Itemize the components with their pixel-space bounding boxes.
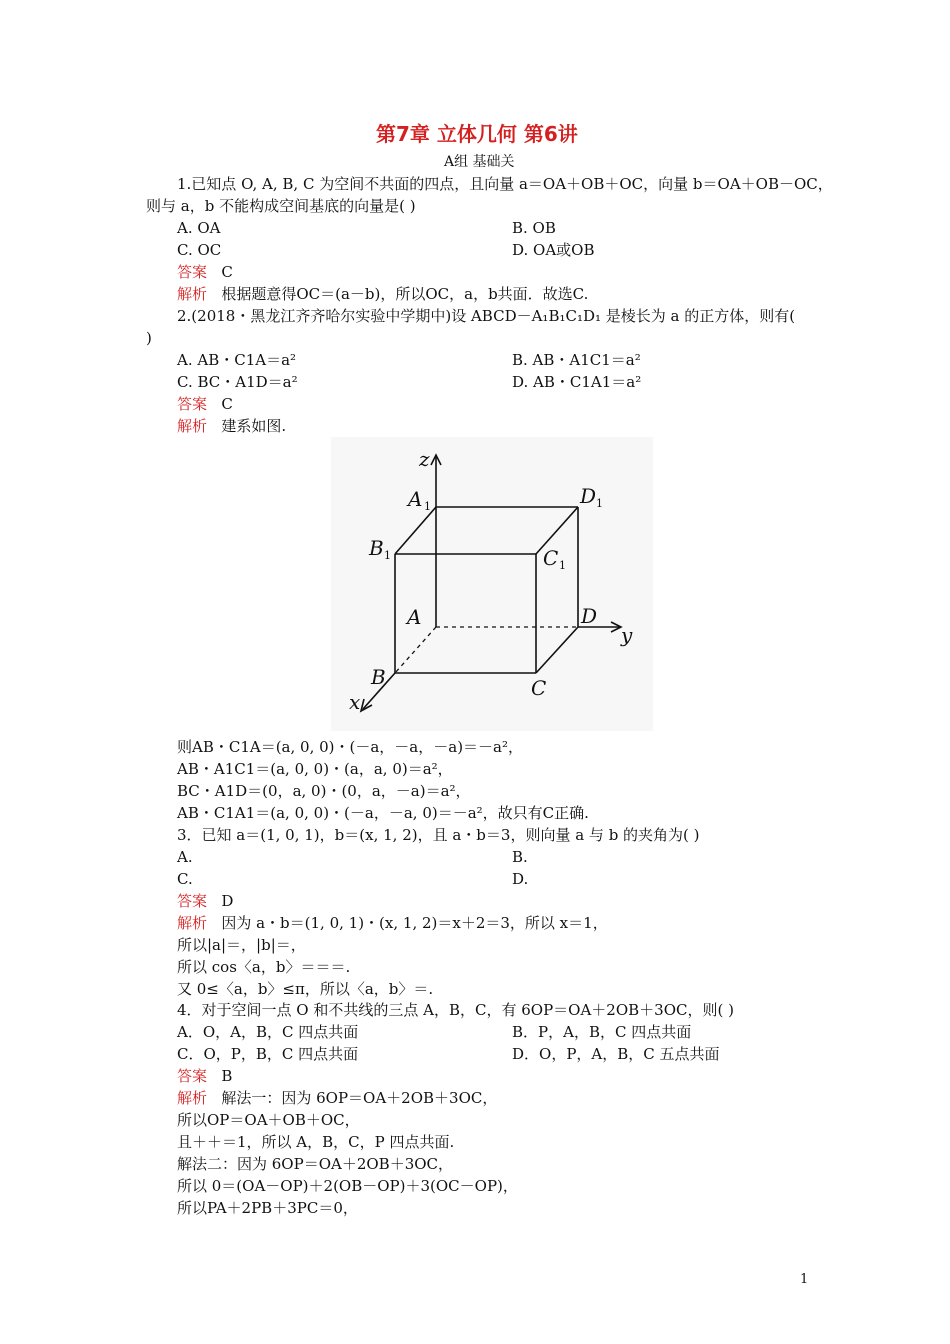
q1-option-d: D. OA或OB xyxy=(512,241,595,259)
q2-stem-line1: 2.(2018・黑龙江齐齐哈尔实验中学期中)设 ABCD－A₁B₁C₁D₁ 是棱长为 a 的正方体，则有( xyxy=(177,307,796,325)
edge-d-c xyxy=(536,627,578,673)
explanation-label: 解析 xyxy=(177,417,208,435)
q2-calc-line3: BC・A1D＝(0，a, 0)・(0，a，－a)＝a²， xyxy=(177,782,471,800)
label-a: A xyxy=(407,605,422,629)
label-d: D xyxy=(581,604,598,628)
q4-exp-line2: 所以OP＝OA＋OB＋OC， xyxy=(177,1111,360,1129)
answer-value: D xyxy=(221,892,234,910)
label-d1-sub: 1 xyxy=(596,497,603,510)
q2-calc-line2: AB・A1C1＝(a, 0, 0)・(a，a, 0)＝a²， xyxy=(177,760,453,778)
explanation-label: 解析 xyxy=(177,285,208,303)
q1-option-b: B. OB xyxy=(512,219,556,237)
label-a1: A xyxy=(408,487,423,511)
explanation-text: 解法一：因为 6OP＝OA＋2OB＋3OC， xyxy=(221,1089,498,1107)
q2-answer xyxy=(177,394,233,414)
q4-option-c: C．O，P，B，C 四点共面 xyxy=(177,1045,359,1063)
answer-value: B xyxy=(221,1067,233,1085)
q4-option-a: A．O，A，B，C 四点共面 xyxy=(177,1023,359,1041)
answer-label: 答案 xyxy=(177,395,208,413)
group-heading: A组 基础关 xyxy=(444,154,515,170)
q1-answer xyxy=(177,262,233,282)
q3-exp-line2: 所以|a|＝，|b|＝， xyxy=(177,936,306,954)
q4-exp-line3: 且＋＋＝1，所以 A，B，C，P 四点共面. xyxy=(177,1133,455,1151)
explanation-label: 解析 xyxy=(177,914,208,932)
q3-option-a: A. xyxy=(177,848,193,866)
q4-explanation xyxy=(177,1088,497,1108)
q4-option-b: B．P，A，B，C 四点共面 xyxy=(512,1023,692,1041)
explanation-text: 建系如图. xyxy=(221,417,287,435)
q4-option-d: D．O，P，A，B，C 五点共面 xyxy=(512,1045,720,1063)
label-c1-sub: 1 xyxy=(559,559,566,572)
q4-exp-line4: 解法二：因为 6OP＝OA＋2OB＋3OC， xyxy=(177,1155,454,1173)
answer-label: 答案 xyxy=(177,892,208,910)
label-b1: B xyxy=(369,536,384,560)
label-z: z xyxy=(419,447,430,471)
label-b1-sub: 1 xyxy=(384,549,391,562)
q3-option-d: D. xyxy=(512,870,529,888)
q3-exp-line4: 又 0≤〈a，b〉≤π，所以〈a，b〉＝. xyxy=(177,980,434,998)
q4-stem: 4．对于空间一点 O 和不共线的三点 A，B，C，有 6OP＝OA＋2OB＋3OC，则( ) xyxy=(177,1001,734,1019)
q2-option-b: B. AB・A1C1＝a² xyxy=(512,351,641,369)
page-number: 1 xyxy=(800,1272,809,1287)
answer-label: 答案 xyxy=(177,1067,208,1085)
q2-stem-line2: ) xyxy=(146,329,152,347)
q3-option-c: C. xyxy=(177,870,193,888)
q1-option-a: A. OA xyxy=(177,219,221,237)
label-b: B xyxy=(371,665,386,689)
label-d1: D xyxy=(580,484,597,508)
q1-stem-line2: 则与 a，b 不能构成空间基底的向量是( ) xyxy=(146,197,416,215)
explanation-text: 因为 a・b＝(1, 0, 1)・(x, 1, 2)＝x＋2＝3，所以 x＝1， xyxy=(221,914,608,932)
label-x: x xyxy=(349,690,361,714)
q3-stem: 3．已知 a＝(1, 0, 1)，b＝(x, 1, 2)，且 a・b＝3，则向量 a 与 b 的夹角为( ) xyxy=(177,826,700,844)
label-a1-sub: 1 xyxy=(424,500,431,513)
q2-explanation xyxy=(177,416,286,436)
q3-option-b: B. xyxy=(512,848,528,866)
q3-explanation xyxy=(177,913,608,933)
answer-value: C xyxy=(221,263,233,281)
q2-option-d: D. AB・C1A1＝a² xyxy=(512,373,642,391)
q2-option-a: A. AB・C1A＝a² xyxy=(177,351,297,369)
q1-explanation xyxy=(177,284,588,304)
q4-answer xyxy=(177,1066,232,1086)
label-c1: C xyxy=(543,546,559,570)
hidden-edge-a-b xyxy=(395,627,436,673)
explanation-text: 根据题意得OC＝(a－b)，所以OC，a，b共面．故选C. xyxy=(221,285,589,303)
q2-option-c: C. BC・A1D＝a² xyxy=(177,373,298,391)
label-y: y xyxy=(621,623,633,647)
explanation-label: 解析 xyxy=(177,1089,208,1107)
q3-exp-line3: 所以 cos〈a，b〉＝＝＝. xyxy=(177,958,351,976)
q1-option-c: C. OC xyxy=(177,241,222,259)
cube-figure xyxy=(331,437,653,731)
cube-diagram xyxy=(331,437,653,731)
q3-answer xyxy=(177,891,233,911)
page-title: 第7章 立体几何 第6讲 xyxy=(376,122,578,146)
q4-exp-line5: 所以 0＝(OA－OP)＋2(OB－OP)＋3(OC－OP)， xyxy=(177,1177,518,1195)
label-c: C xyxy=(531,676,547,700)
q2-calc-line1: 则AB・C1A＝(a, 0, 0)・(－a，－a，－a)＝－a²， xyxy=(177,738,524,756)
q4-exp-line6: 所以PA＋2PB＋3PC＝0， xyxy=(177,1199,358,1217)
answer-value: C xyxy=(221,395,233,413)
edge-a1-b1 xyxy=(395,507,436,554)
q1-stem-line1: 1.已知点 O, A, B, C 为空间不共面的四点，且向量 a＝OA＋OB＋OC，向量 b＝OA＋OB－OC， xyxy=(177,175,833,193)
q2-calc-line4: AB・C1A1＝(a, 0, 0)・(－a，－a, 0)＝－a²，故只有C正确. xyxy=(177,804,589,822)
answer-label: 答案 xyxy=(177,263,208,281)
